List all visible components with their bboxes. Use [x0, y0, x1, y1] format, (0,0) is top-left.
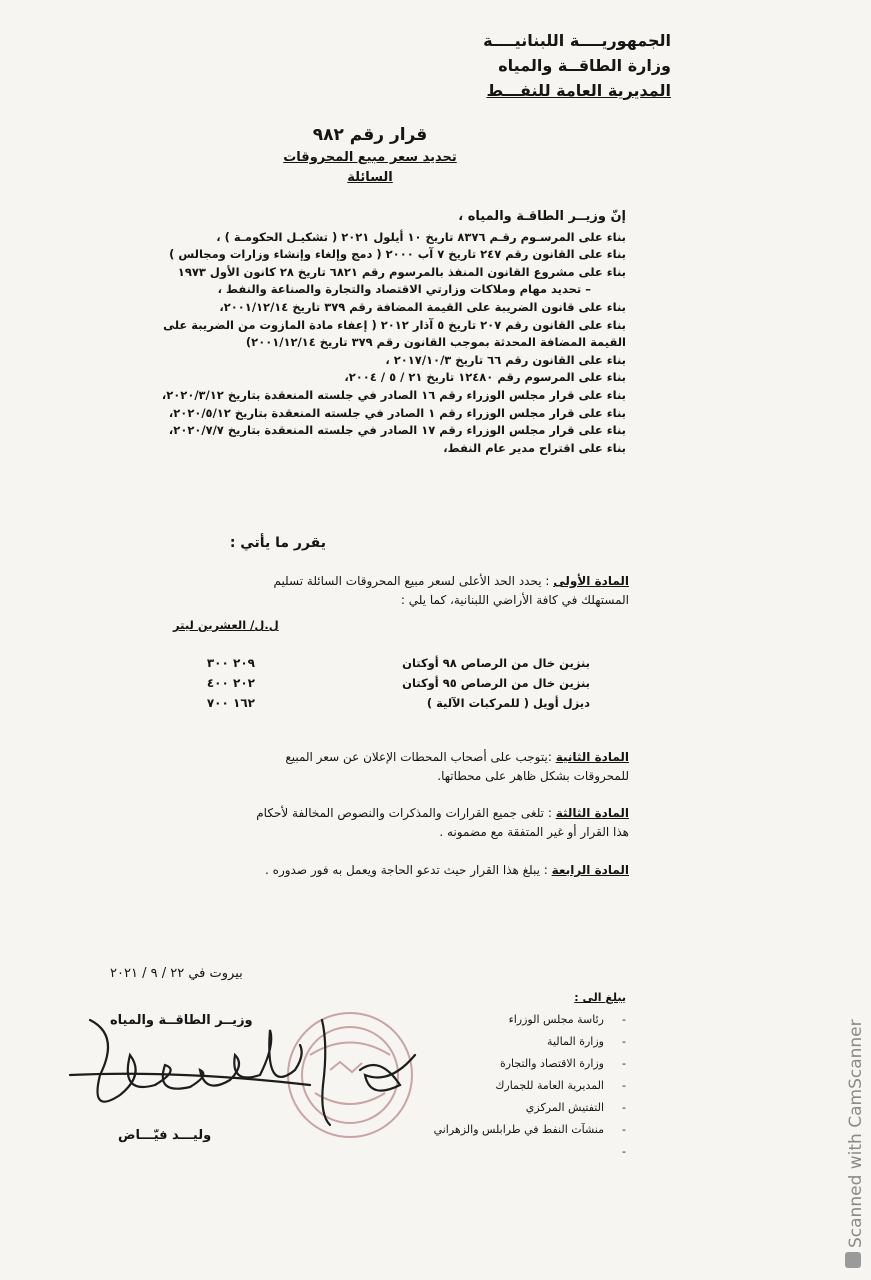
letterhead — [483, 28, 671, 103]
decision-subject: تحديد سعر مبيع المحروقات السائلة — [283, 150, 457, 185]
camscanner-logo-icon — [845, 1252, 861, 1268]
preamble-line: بناء على المرسوم رقم ١٢٤٨٠ تاريخ ٢١ / ٥ / ٢٠٠٤، — [344, 370, 626, 385]
preamble-line: بناء على اقتراح مدير عام النفط، — [443, 440, 626, 455]
article-2-label: المادة الثانية — [555, 750, 629, 764]
preamble-line: – تحديد مهام وملاكات وزارتي الاقتصاد والتجارة والصناعة والنفط ، — [217, 282, 591, 297]
preamble-line: بناء على المرسـوم رقـم ٨٣٧٦ تاريخ ١٠ أيلول ٢٠٢١ ( تشكيـل الحكومـة ) ، — [216, 229, 626, 244]
price-row-product: بنزين خال من الرصاص ٩٥ أوكتان — [402, 676, 590, 690]
preamble-line: بناء على القانون رقم ٦٦ تاريخ ٢٠١٧/١٠/٣ ، — [385, 352, 626, 367]
distribution-header: يبلغ الى : — [574, 991, 626, 1004]
distribution-item: - منشآت النفط في طرابلس والزهراني — [434, 1119, 626, 1141]
letterhead-republic: الجمهوريــــة اللبنانيــــة — [483, 31, 671, 50]
preamble-line: بناء على قرار مجلس الوزراء رقم ١٧ الصادر في جلسته المنعقدة بتاريخ ٢٠٢٠/٧/٧، — [168, 423, 626, 438]
price-column-header: ل.ل/ العشرين ليتر — [173, 618, 279, 632]
letterhead-ministry: وزارة الطاقــة والمياه — [498, 56, 671, 75]
price-row-value: ٢٠٩ ٣٠٠ — [206, 656, 255, 670]
price-row-value: ١٦٢ ٧٠٠ — [206, 696, 255, 710]
price-row-product: ديزل أويل ( للمركبات الآلية ) — [426, 696, 590, 710]
minister-name: وليـــد فيّـــاض — [118, 1128, 212, 1143]
article-2-text: :يتوجب على أصحاب المحطات الإعلان عن سعر المبيع للمحروقات بشكل ظاهر على محطاتها. — [285, 750, 629, 783]
place-date: بيروت في ٢٢ / ٩ / ٢٠٢١ — [110, 966, 243, 981]
article-4-label: المادة الرابعة — [551, 863, 629, 877]
camscanner-watermark — [840, 960, 870, 1270]
price-row-product: بنزين خال من الرصاص ٩٨ أوكتان — [402, 656, 590, 670]
article-4-text: : يبلغ هذا القرار حيث تدعو الحاجة ويعمل به فور صدوره . — [265, 863, 548, 877]
distribution-item: - المديرية العامة للجمارك — [434, 1075, 626, 1097]
preamble-line: إنّ وزيــر الطاقـة والمياه ، — [458, 209, 626, 224]
distribution-item — [434, 1141, 626, 1163]
article-1-text: : يحدد الحد الأعلى لسعر مبيع المحروقات السائلة تسليم المستهلك في كافة الأراضي اللبنانية، كما يلي : — [273, 574, 629, 607]
decision-title — [270, 122, 470, 188]
distribution-list — [434, 987, 626, 1163]
handwritten-signature — [70, 1020, 415, 1125]
preamble-line: بناء على القانون رقم ٢٤٧ تاريخ ٧ آب ٢٠٠٠ ( دمج وإلغاء وإنشاء وزارات ومجالس ) — [169, 247, 626, 262]
decision-number: قرار رقم ٩٨٢ — [312, 125, 428, 145]
article-3-text: : تلغى جميع القرارات والمذكرات والنصوص المخالفة لأحكام هذا القرار أو غير المتفقة مع مضمونه . — [256, 806, 629, 839]
preamble-line: بناء على القانون رقم ٢٠٧ تاريخ ٥ آذار ٢٠١٢ ( إعفاء مادة المازوت من الضريبة على — [163, 317, 626, 332]
preamble — [156, 208, 626, 457]
decides-heading: يقرر ما يأتي : — [229, 535, 326, 551]
article-2 — [237, 748, 629, 786]
preamble-line: القيمة المضافة المحدثة بموجب القانون رقم ٣٧٩ تاريخ ٢٠٠١/١٢/١٤) — [245, 335, 626, 350]
distribution-item: - رئاسة مجلس الوزراء — [434, 1009, 626, 1031]
signature-and-stamp — [60, 975, 440, 1155]
preamble-line: بناء على قرار مجلس الوزراء رقم ١ الصادر في جلسته المنعقدة بتاريخ ٢٠٢٠/٥/١٢، — [168, 405, 626, 420]
article-4 — [237, 861, 629, 880]
minister-title: وزيــر الطاقــة والمياه — [110, 1013, 253, 1028]
distribution-item: - التفتيش المركزي — [434, 1097, 626, 1119]
article-1-label: المادة الأولى — [553, 574, 629, 588]
distribution-item: - وزارة الاقتصاد والتجارة — [434, 1053, 626, 1075]
preamble-line: بناء على قرار مجلس الوزراء رقم ١٦ الصادر في جلسته المنعقدة بتاريخ ٢٠٢٠/٣/١٢، — [161, 387, 626, 402]
preamble-line: بناء على مشروع القانون المنفذ بالمرسوم رقم ٦٨٢١ تاريخ ٢٨ كانون الأول ١٩٧٣ — [177, 264, 626, 279]
article-1 — [237, 572, 629, 610]
article-3-label: المادة الثالثة — [555, 806, 629, 820]
distribution-item: - وزارة المالية — [434, 1031, 626, 1053]
watermark-text: Scanned with CamScanner — [846, 1019, 866, 1248]
preamble-line: بناء على قانون الضريبة على القيمة المضافة رقم ٣٧٩ تاريخ ٢٠٠١/١٢/١٤، — [219, 299, 626, 314]
letterhead-directorate: المديرية العامة للنفـــط — [486, 81, 671, 100]
article-3 — [237, 804, 629, 842]
price-row-value: ٢٠٢ ٤٠٠ — [206, 676, 255, 690]
